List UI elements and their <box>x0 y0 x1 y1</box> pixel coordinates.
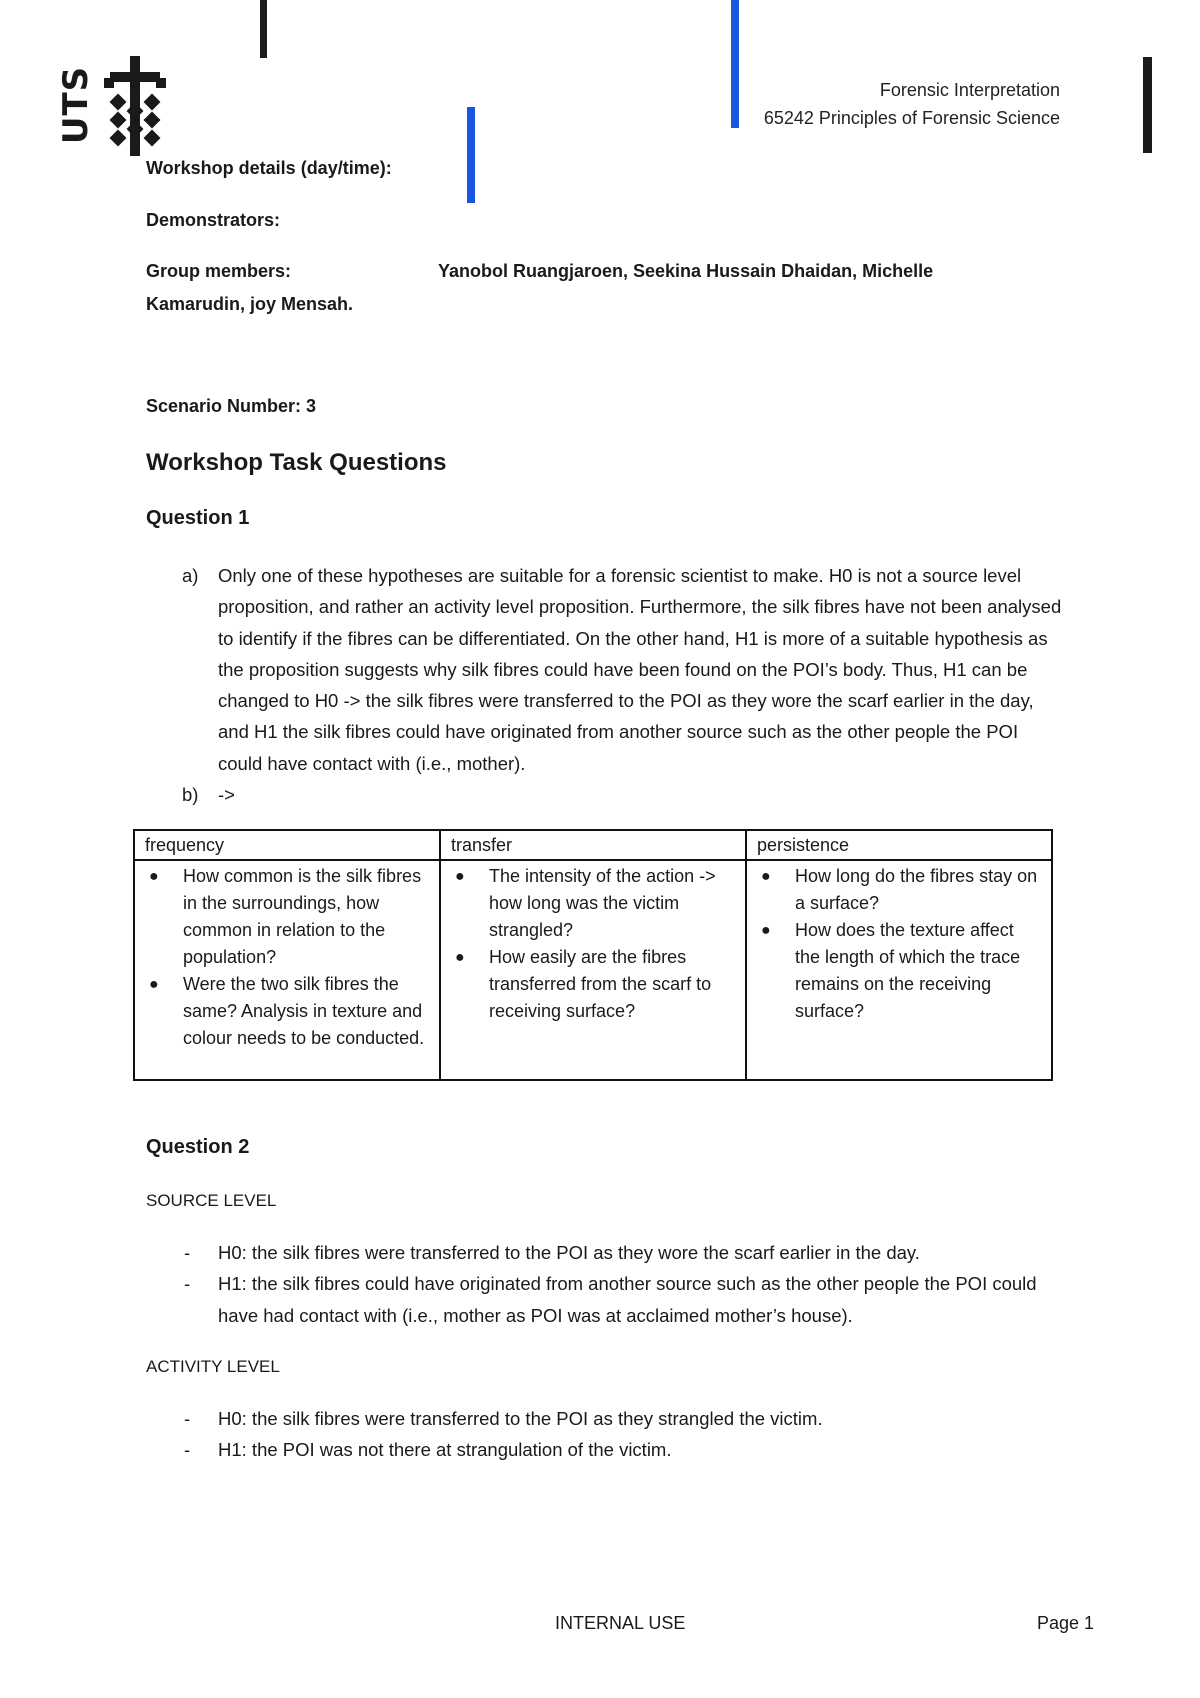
list-item <box>146 1434 1046 1465</box>
answer-b-marker: b) <box>182 784 199 806</box>
logo-text: UTS <box>56 65 96 145</box>
course-code: 65242 Principles of Forensic Science <box>763 108 1060 128</box>
list-item <box>146 1237 1046 1268</box>
dash-icon: - <box>184 1439 191 1461</box>
factors-table <box>133 829 1053 1081</box>
list-item-text: H0: the silk fibres were transferred to the POI as they strangled the victim. <box>218 1408 823 1429</box>
section-title: Workshop Task Questions <box>146 449 447 476</box>
workshop-details-label: Workshop details (day/time): <box>146 158 392 178</box>
scenario-number: Scenario Number: 3 <box>146 396 317 416</box>
list-item-text: H1: the silk fibres could have originated from another source such as the other people the POI could have had contact with (i.e., mother as POI was at acclaimed mother’s house). <box>218 1273 1037 1326</box>
list-item-text: How does the texture affect the length of which the trace remains on the receiving surface? <box>795 920 1021 1021</box>
answer-b <box>146 779 1066 810</box>
decorative-bar <box>467 107 475 203</box>
answer-a-text: Only one of these hypotheses are suitable for a forensic scientist to make. H0 is not a source level proposition, and rather an activity level proposition. Furthermore, the silk fibres have not been analysed to identify if the fibres can be differentiated. On the other hand, H1 is more of a suitable hypothesis as the proposition suggests why silk fibres could have been found on the POI’s body. Thus, H1 can be changed to H0 -> the silk fibres were transferred to the POI as they wore the scarf earlier in the day, and H1 the silk fibres could have originated from another source such as the other people the POI could have contact with (i.e., mother). <box>218 565 1062 774</box>
answer-b-text: -> <box>218 784 235 806</box>
list-item <box>146 1403 1046 1434</box>
bullet-icon: ● <box>455 868 465 885</box>
demonstrators-label: Demonstrators: <box>146 210 281 230</box>
list-item-text: How long do the fibres stay on a surface? <box>795 866 1038 913</box>
source-level-label: SOURCE LEVEL <box>146 1191 277 1210</box>
uts-crest-icon <box>104 56 166 156</box>
bullet-icon: ● <box>149 868 159 885</box>
list-item-text: The intensity of the action -> how long was the victim strangled? <box>489 866 716 940</box>
course-header <box>764 76 1060 132</box>
page-number: Page 1 <box>1037 1613 1095 1633</box>
table-header-row <box>134 830 1052 860</box>
bullet-icon: ● <box>761 868 771 885</box>
frequency-cell <box>134 860 440 1080</box>
list-item-text: How common is the silk fibres in the surroundings, how common in relation to the population? <box>183 866 422 967</box>
group-members-label: Group members: <box>146 261 292 281</box>
list-item <box>757 863 1043 917</box>
table-header-persistence: persistence <box>746 830 1052 860</box>
answer-a <box>146 560 1066 779</box>
dash-icon: - <box>184 1242 191 1263</box>
list-item <box>451 863 737 944</box>
list-item <box>145 971 431 1052</box>
group-members-value-cont: Kamarudin, joy Mensah. <box>146 294 354 314</box>
decorative-bar <box>260 0 267 58</box>
table-header-transfer: transfer <box>440 830 746 860</box>
bullet-icon: ● <box>455 949 465 966</box>
persistence-cell <box>746 860 1052 1080</box>
table-header-frequency: frequency <box>134 830 440 860</box>
activity-level-label: ACTIVITY LEVEL <box>146 1357 280 1376</box>
decorative-bar <box>731 0 739 128</box>
dash-icon: - <box>184 1273 191 1295</box>
list-item-text: Were the two silk fibres the same? Analysis in texture and colour needs to be conducted. <box>183 974 425 1048</box>
question-1-answers <box>146 560 1066 810</box>
dash-icon: - <box>184 1408 191 1429</box>
question-1-title: Question 1 <box>146 507 250 529</box>
classification-label: INTERNAL USE <box>555 1613 686 1633</box>
bullet-icon: ● <box>761 922 771 939</box>
list-item <box>145 863 431 971</box>
bullet-icon: ● <box>149 976 159 993</box>
source-level-list <box>146 1237 1046 1331</box>
answer-a-marker: a) <box>182 565 199 586</box>
course-title: Forensic Interpretation <box>879 80 1060 100</box>
table-row <box>134 860 1052 1080</box>
list-item-text: H0: the silk fibres were transferred to the POI as they wore the scarf earlier in the day. <box>218 1242 920 1263</box>
group-members-value: Yanobol Ruangjaroen, Seekina Hussain Dhaidan, Michelle <box>438 261 934 281</box>
uts-logo <box>58 62 94 148</box>
list-item-text: How easily are the fibres transferred from the scarf to receiving surface? <box>489 947 712 1021</box>
question-2-title: Question 2 <box>146 1136 250 1158</box>
list-item <box>757 917 1043 1025</box>
activity-level-list <box>146 1403 1046 1466</box>
transfer-cell <box>440 860 746 1080</box>
list-item <box>146 1268 1046 1331</box>
list-item-text: H1: the POI was not there at strangulation of the victim. <box>218 1439 672 1461</box>
decorative-bar <box>1143 57 1152 153</box>
list-item <box>451 944 737 1025</box>
